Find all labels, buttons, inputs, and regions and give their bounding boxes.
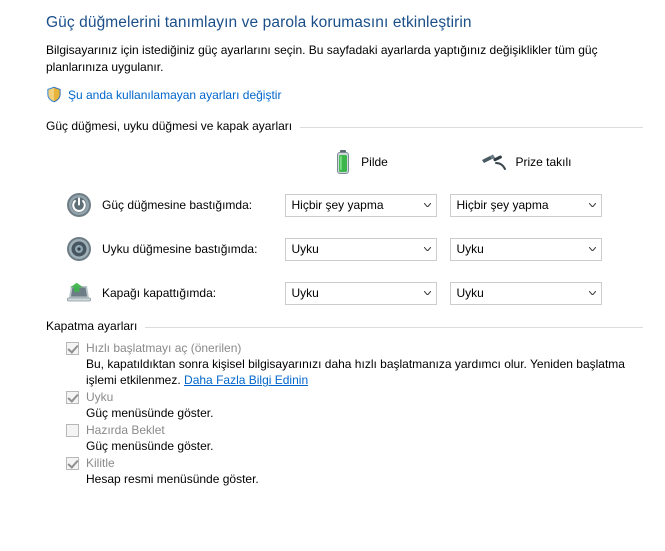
column-header-battery-label: Pilde <box>361 155 388 169</box>
lid-close-plugged-combo[interactable] <box>450 282 602 305</box>
power-buttons-group-body <box>46 133 643 315</box>
chevron-down-icon[interactable] <box>419 203 436 207</box>
power-button-battery-cell <box>278 194 443 217</box>
lock-option-label: Kilitle <box>86 456 115 470</box>
lid-close-icon <box>66 280 92 306</box>
power-button-label-cell <box>46 192 278 218</box>
power-button-icon <box>66 192 92 218</box>
power-buttons-group-caption: Güç düğmesi, uyku düğmesi ve kapak ayarları <box>46 119 300 133</box>
change-unavailable-settings-link[interactable]: Şu anda kullanılamayan ayarları değiştir <box>68 87 282 102</box>
power-buttons-group <box>46 119 643 315</box>
hibernate-option-description: Güç menüsünde göster. <box>86 439 214 453</box>
fast-startup-checkbox[interactable] <box>66 342 79 355</box>
sleep-button-battery-combo[interactable] <box>285 238 437 261</box>
list-item <box>46 456 643 487</box>
chevron-down-icon[interactable] <box>584 291 601 295</box>
sleep-option-row[interactable] <box>46 390 643 404</box>
setting-row-power-button <box>46 183 643 227</box>
chevron-down-icon[interactable] <box>419 291 436 295</box>
sleep-button-icon <box>66 236 92 262</box>
sleep-option-description: Güç menüsünde göster. <box>86 406 214 420</box>
plug-icon <box>479 151 507 173</box>
lid-close-label-cell <box>46 280 278 306</box>
power-button-plugged-cell <box>443 194 608 217</box>
sleep-button-battery-value: Uyku <box>291 242 319 256</box>
chevron-down-icon[interactable] <box>584 203 601 207</box>
fast-startup-learn-more-link[interactable]: Daha Fazla Bilgi Edinin <box>184 373 309 387</box>
chevron-down-icon[interactable] <box>584 247 601 251</box>
lid-close-plugged-cell <box>443 282 608 305</box>
fast-startup-label: Hızlı başlatmayı aç (önerilen) <box>86 341 242 355</box>
sleep-button-plugged-cell <box>443 238 608 261</box>
column-header-plugged <box>443 151 608 173</box>
lock-option-description: Hesap resmi menüsünde göster. <box>86 472 259 486</box>
fast-startup-description <box>86 356 626 388</box>
lid-close-label: Kapağı kapattığımda: <box>102 286 217 300</box>
setting-row-lid-close <box>46 271 643 315</box>
power-button-battery-combo[interactable] <box>285 194 437 217</box>
page-title: Güç düğmelerini tanımlayın ve parola korumasını etkinleştirin <box>46 14 472 31</box>
hibernate-option-row[interactable] <box>46 423 643 437</box>
fast-startup-row[interactable] <box>46 341 643 355</box>
column-headers <box>46 149 643 175</box>
lid-close-plugged-value: Uyku <box>456 286 484 300</box>
list-item <box>46 341 643 388</box>
lid-close-battery-value: Uyku <box>291 286 319 300</box>
power-button-battery-value: Hiçbir şey yapma <box>291 198 384 212</box>
sleep-button-plugged-value: Uyku <box>456 242 484 256</box>
power-button-label: Güç düğmesine bastığımda: <box>102 198 253 212</box>
lock-option-row[interactable] <box>46 456 643 470</box>
sleep-button-plugged-combo[interactable] <box>450 238 602 261</box>
list-item <box>46 423 643 454</box>
list-item <box>46 390 643 421</box>
shutdown-settings-caption: Kapatma ayarları <box>46 319 145 333</box>
fast-startup-description-text: Bu, kapatıldıktan sonra kişisel bilgisayarınızı daha hızlı başlatmanıza yardımcı olur. Yeniden başlatma işlemi etkilenmez. <box>86 357 625 387</box>
battery-icon <box>333 149 353 175</box>
shield-icon <box>46 86 62 103</box>
lid-close-battery-combo[interactable] <box>285 282 437 305</box>
sleep-button-label: Uyku düğmesine bastığımda: <box>102 242 258 256</box>
power-button-plugged-value: Hiçbir şey yapma <box>456 198 549 212</box>
power-button-plugged-combo[interactable] <box>450 194 602 217</box>
chevron-down-icon[interactable] <box>419 247 436 251</box>
setting-row-sleep-button <box>46 227 643 271</box>
sleep-option-label: Uyku <box>86 390 114 404</box>
shutdown-settings-group <box>46 319 643 487</box>
hibernate-option-checkbox[interactable] <box>66 424 79 437</box>
column-header-battery <box>278 149 443 175</box>
shutdown-settings-list <box>46 333 643 487</box>
sleep-button-label-cell <box>46 236 278 262</box>
page-description: Bilgisayarınız için istediğiniz güç ayarlarını seçin. Bu sayfadaki ayarlarda yaptığınız değişiklikler tüm güç planlarınıza uygulanır. <box>46 43 598 74</box>
column-header-plugged-label: Prize takılı <box>515 155 572 169</box>
sleep-option-checkbox[interactable] <box>66 391 79 404</box>
lock-option-checkbox[interactable] <box>66 457 79 470</box>
change-unavailable-settings-row[interactable] <box>46 86 643 103</box>
lid-close-battery-cell <box>278 282 443 305</box>
hibernate-option-label: Hazırda Beklet <box>86 423 165 437</box>
sleep-button-battery-cell <box>278 238 443 261</box>
